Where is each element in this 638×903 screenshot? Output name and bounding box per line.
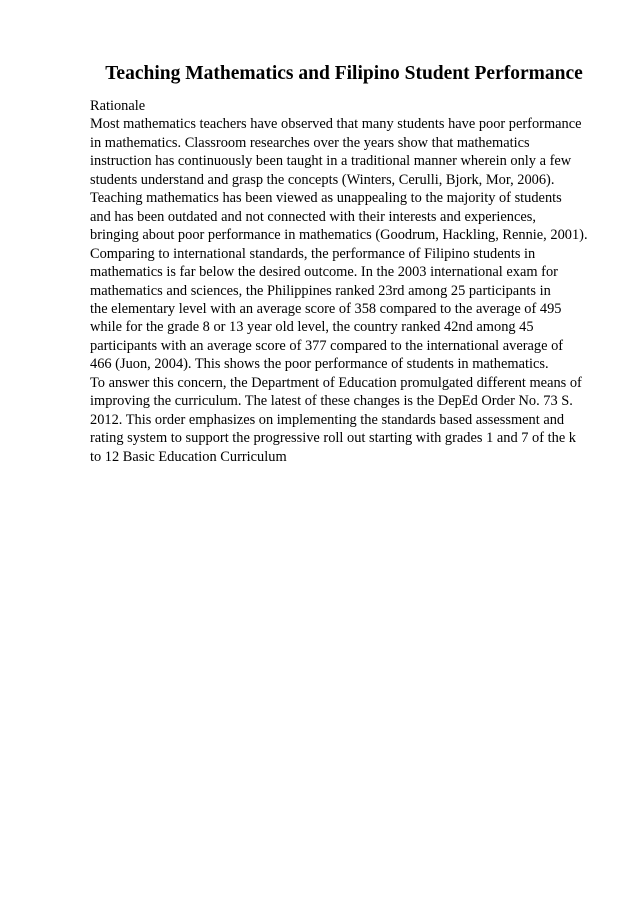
body-line: participants with an average score of 377 compared to the international average of — [90, 337, 564, 354]
body-line: while for the grade 8 or 13 year old level, the country ranked 42nd among 45 — [90, 319, 534, 336]
body-line: in mathematics. Classroom researches over the years show that mathematics — [90, 134, 530, 151]
body-line: bringing about poor performance in mathematics (Goodrum, Hackling, Rennie, 2001). — [90, 227, 588, 244]
document-body — [90, 97, 630, 466]
document-title: Teaching Mathematics and Filipino Student Performance — [105, 63, 583, 84]
body-line: instruction has continuously been taught in a traditional manner wherein only a few — [90, 153, 572, 170]
body-line: Comparing to international standards, the performance of Filipino students in — [90, 245, 536, 262]
body-line: 2012. This order emphasizes on implementing the standards based assessment and — [90, 411, 565, 428]
body-line: To answer this concern, the Department of Education promulgated different means of — [90, 374, 582, 391]
body-line: Most mathematics teachers have observed that many students have poor performance — [90, 116, 582, 133]
body-line: to 12 Basic Education Curriculum — [90, 448, 287, 465]
body-line: students understand and grasp the concepts (Winters, Cerulli, Bjork, Mor, 2006). — [90, 171, 555, 188]
body-line: the elementary level with an average score of 358 compared to the average of 495 — [90, 300, 562, 317]
body-line: mathematics and sciences, the Philippines ranked 23rd among 25 participants in — [90, 282, 551, 299]
body-line: rating system to support the progressive roll out starting with grades 1 and 7 of the k — [90, 430, 577, 447]
body-line: and has been outdated and not connected with their interests and experiences, — [90, 208, 536, 225]
body-line: 466 (Juon, 2004). This shows the poor performance of students in mathematics. — [90, 356, 549, 373]
body-line: improving the curriculum. The latest of these changes is the DepEd Order No. 73 S. — [90, 393, 573, 410]
section-heading: Rationale — [90, 98, 146, 114]
body-line: mathematics is far below the desired outcome. In the 2003 international exam for — [90, 264, 558, 281]
body-line: Teaching mathematics has been viewed as unappealing to the majority of students — [90, 190, 562, 207]
